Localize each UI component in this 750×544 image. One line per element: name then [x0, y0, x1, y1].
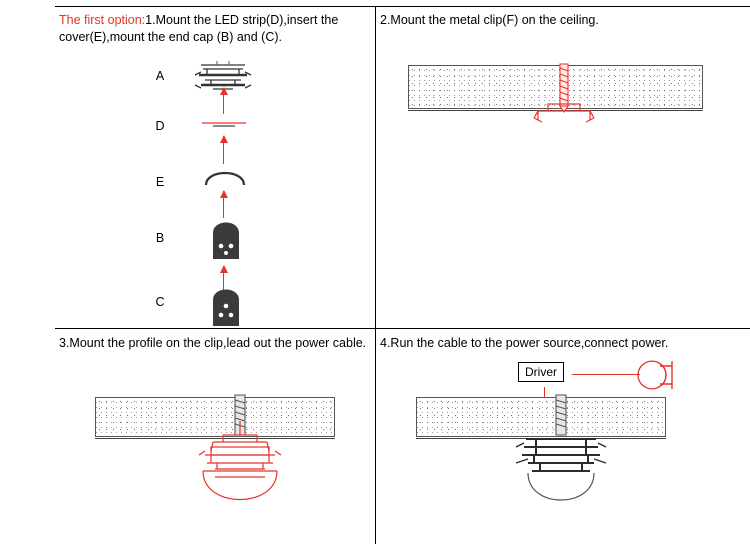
part-d-led-strip-drawing [201, 118, 247, 130]
step-4-caption: 4.Run the cable to the power source,connect power. [380, 336, 669, 350]
part-c-end-cap-drawing [205, 282, 247, 326]
step-1-text: 1.Mount the LED strip(D),insert the cover(E),mount the end cap (B) and (C). [59, 13, 339, 44]
part-label-d: D [155, 119, 165, 133]
part-b-end-cap-drawing [205, 215, 247, 259]
step-2-caption: 2.Mount the metal clip(F) on the ceiling. [380, 13, 599, 27]
step-1-caption [59, 12, 371, 46]
step-3-caption: 3.Mount the profile on the clip,lead out the power cable. [59, 336, 367, 350]
part-label-e: E [155, 175, 165, 189]
part-label-c: C [155, 295, 165, 309]
profile-assembled-4 [506, 391, 616, 521]
part-label-a: A [155, 69, 165, 83]
step-3-panel [55, 329, 375, 544]
step-1-lead-in: The first option: [59, 13, 146, 27]
mounting-screw-and-clip-2 [524, 60, 604, 130]
part-e-cover-drawing [203, 164, 247, 186]
step-1-panel [55, 6, 375, 328]
profile-mounted-on-clip-3 [185, 391, 295, 521]
driver-to-plug-wire [572, 374, 640, 375]
assembly-arrow-3 [223, 191, 224, 218]
step-2-panel [376, 6, 750, 328]
assembly-arrow-1 [223, 88, 224, 114]
part-label-b: B [155, 231, 165, 245]
step-4-panel [376, 329, 750, 544]
power-plug-icon [634, 357, 680, 393]
driver-label-box: Driver [518, 362, 564, 382]
assembly-arrow-2 [223, 136, 224, 164]
